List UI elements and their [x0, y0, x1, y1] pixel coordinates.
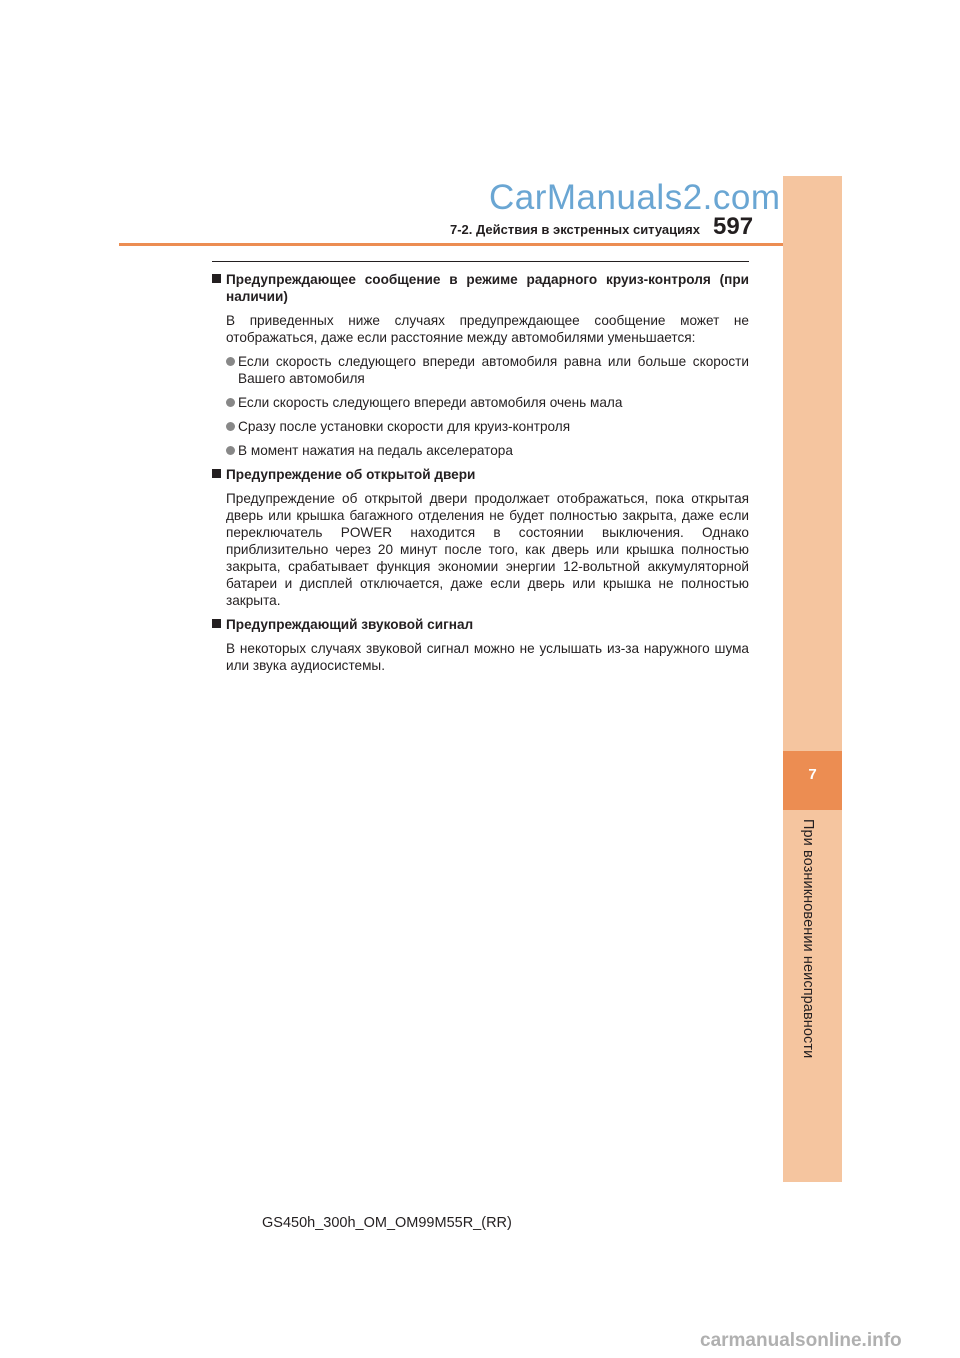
watermark-top: CarManuals2.com — [489, 178, 781, 217]
header-rule — [119, 243, 783, 246]
section-title: 7-2. Действия в экстренных ситуациях — [450, 222, 700, 237]
circle-bullet-icon — [226, 422, 235, 431]
circle-bullet-icon — [226, 446, 235, 455]
section-heading: Предупреждающий звуковой сигнал — [212, 616, 749, 633]
list-item: Сразу после установки скорости для круиз-контроля — [212, 418, 749, 435]
square-bullet-icon — [212, 469, 221, 478]
circle-bullet-icon — [226, 357, 235, 366]
watermark-bottom: carmanualsonline.info — [700, 1330, 902, 1351]
document-code: GS450h_300h_OM_OM99M55R_(RR) — [262, 1215, 512, 1231]
square-bullet-icon — [212, 274, 221, 283]
section-heading: Предупреждение об открытой двери — [212, 466, 749, 483]
chapter-number: 7 — [808, 766, 817, 783]
page-content — [212, 271, 749, 681]
chapter-label: При возникновении неисправности — [800, 819, 816, 1059]
section-paragraph: Предупреждение об открытой двери продолжает отображаться, пока открытая дверь или крышка багажного отделения не будет полностью закрыта, даже если переключатель POWER находится в состоянии выключения. Однако приблизительно через 20 минут после того, как дверь или крышка полностью закрыта, срабатывает функция экономии энергии 12-вольтной аккумуляторной батареи и дисплей отключается, даже если дверь или крышка не полностью закрыта. — [226, 491, 749, 608]
list-item: Если скорость следующего впереди автомобиля очень мала — [212, 394, 749, 411]
circle-bullet-icon — [226, 398, 235, 407]
section-paragraph: В некоторых случаях звуковой сигнал можно не услышать из-за наружного шума или звука аудиосистемы. — [226, 641, 749, 673]
section-paragraph: В приведенных ниже случаях предупреждающее сообщение может не отображаться, даже если расстояние между автомобилями уменьшается: — [226, 313, 749, 345]
list-item: В момент нажатия на педаль акселератора — [212, 442, 749, 459]
page-number: 597 — [713, 213, 754, 240]
list-item: Если скорость следующего впереди автомобиля равна или больше скорости Вашего автомобиля — [212, 353, 749, 387]
square-bullet-icon — [212, 619, 221, 628]
section-heading: Предупреждающее сообщение в режиме радарного круиз-контроля (при наличии) — [212, 271, 749, 305]
content-rule — [212, 261, 749, 262]
